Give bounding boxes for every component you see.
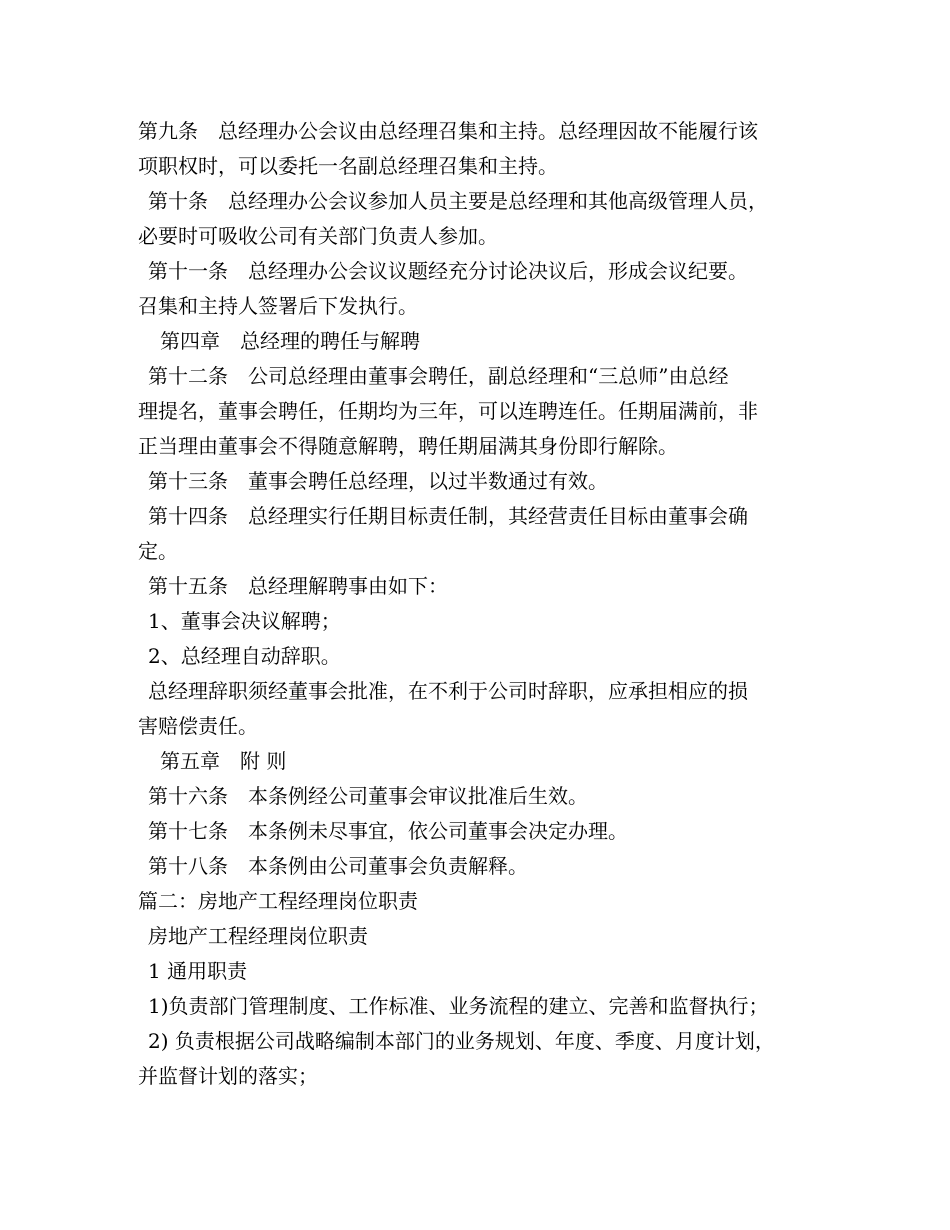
text-line-17: 总经理辞职须经董事会批准，在不利于公司时辞职，应承担相应的损 (148, 679, 748, 703)
text-line-4: 必要时可吸收公司有关部门负责人参加。 (138, 224, 498, 248)
chapter-heading-5: 第五章 附 则 (160, 749, 287, 773)
text-line-13: 定。 (138, 539, 178, 563)
text-line-21: 第十七条 本条例未尽事宜，依公司董事会决定办理。 (148, 819, 628, 843)
text-line-2: 项职权时，可以委托一名副总经理召集和主持。 (138, 154, 558, 178)
text-line-6: 召集和主持人签署后下发执行。 (138, 294, 418, 318)
section-title-part-2: 篇二：房地产工程经理岗位职责 (138, 889, 418, 913)
text-line-1: 第九条 总经理办公会议由总经理召集和主持。总经理因故不能履行该 (138, 119, 758, 143)
chapter-heading-4: 第四章 总经理的聘任与解聘 (160, 329, 420, 353)
text-line-14: 第十五条 总经理解聘事由如下： (148, 574, 448, 598)
duty-item-1: 1)负责部门管理制度、工作标准、业务流程的建立、完善和监督执行； (148, 994, 769, 1018)
text-line-3: 第十条 总经理办公会议参加人员主要是总经理和其他高级管理人员， (148, 189, 768, 213)
duty-item-2: 2) 负责根据公司战略编制本部门的业务规划、年度、季度、月度计划， (148, 1029, 775, 1053)
text-line-28: 并监督计划的落实； (138, 1064, 318, 1088)
text-line-10: 正当理由董事会不得随意解聘，聘任期届满其身份即行解除。 (138, 434, 678, 458)
text-line-20: 第十六条 本条例经公司董事会审议批准后生效。 (148, 784, 588, 808)
text-line-8: 第十二条 公司总经理由董事会聘任，副总经理和“三总师”由总经 (148, 364, 729, 388)
text-line-18: 害赔偿责任。 (138, 714, 258, 738)
text-line-5: 第十一条 总经理办公会议议题经充分讨论决议后，形成会议纪要。 (148, 259, 748, 283)
list-item-2: 2、总经理自动辞职。 (148, 644, 341, 668)
text-line-11: 第十三条 董事会聘任总经理，以过半数通过有效。 (148, 469, 608, 493)
text-line-12: 第十四条 总经理实行任期目标责任制，其经营责任目标由董事会确 (148, 504, 748, 528)
text-line-9: 理提名，董事会聘任，任期均为三年，可以连聘连任。任期届满前，非 (138, 399, 758, 423)
text-line-22: 第十八条 本条例由公司董事会负责解释。 (148, 854, 528, 878)
section-subtitle: 房地产工程经理岗位职责 (148, 924, 368, 948)
subsection-heading-1: 1 通用职责 (148, 959, 248, 983)
document-page (138, 114, 818, 1094)
list-item-1: 1、董事会决议解聘； (148, 609, 341, 633)
